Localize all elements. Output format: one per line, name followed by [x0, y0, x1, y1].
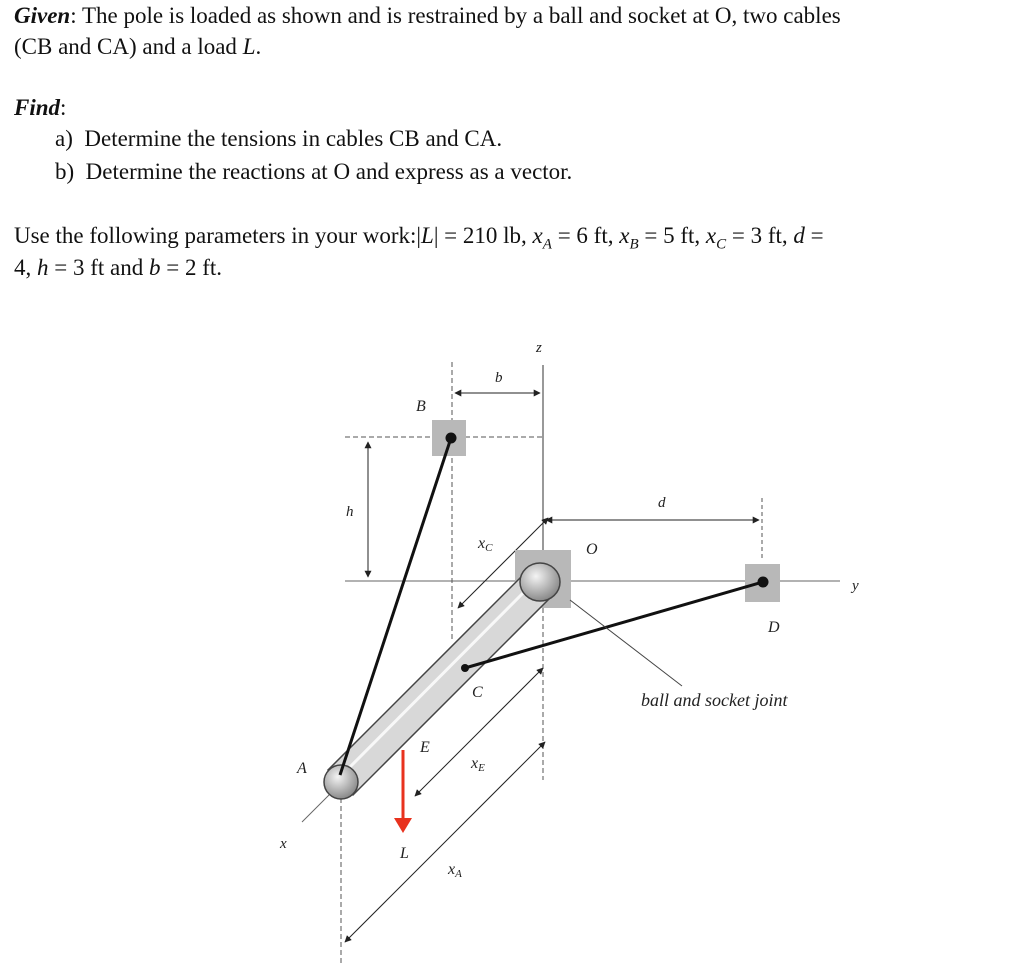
find-item-a-text: Determine the tensions in cables CB and CA. — [84, 126, 503, 151]
label-z: z — [536, 340, 542, 356]
label-xA: xA — [448, 861, 462, 880]
params-h-value: = 3 ft and — [48, 255, 149, 280]
pole-highlight — [340, 580, 536, 777]
params-xa-sub: A — [542, 236, 552, 253]
params-b-value: = 2 ft. — [160, 255, 223, 280]
label-O: O — [586, 541, 598, 558]
load-arrow-head — [394, 818, 412, 833]
label-ball-socket: ball and socket joint — [641, 690, 788, 710]
find-label: Find — [14, 95, 61, 120]
params-L-value: = 210 lb, — [438, 223, 533, 248]
label-x: x — [280, 836, 287, 852]
params-intro: Use the following parameters in your work: — [14, 223, 417, 248]
label-d: d — [658, 495, 666, 511]
find-colon: : — [60, 95, 67, 120]
params-xa: x — [532, 223, 543, 248]
label-xE: xE — [471, 755, 485, 774]
leader-ball-socket — [570, 600, 682, 686]
point-D — [758, 577, 769, 588]
point-C — [461, 664, 469, 672]
params-abs-open: | — [416, 223, 422, 248]
params-b: b — [148, 255, 161, 280]
params-xb: x — [619, 223, 630, 248]
point-B — [446, 433, 457, 444]
params-xc-sub: C — [716, 236, 727, 253]
params-xc: x — [705, 223, 717, 248]
find-item-b-text: Determine the reactions at O and express as a vector. — [85, 159, 573, 184]
params-xb-sub: B — [629, 236, 639, 253]
given-label: Given — [14, 3, 71, 28]
label-B: B — [416, 398, 426, 415]
find-item-a-marker: a) — [55, 126, 73, 151]
pole — [328, 568, 555, 795]
ball-O — [520, 563, 560, 601]
params-d: d — [793, 223, 805, 248]
label-E: E — [420, 739, 430, 756]
given-text-1: : The pole is loaded as shown and is restrained by a ball and socket at O, two cables — [70, 3, 841, 28]
params-d-value: 4, — [14, 255, 37, 280]
label-D: D — [768, 619, 780, 636]
given-text-2: (CB and CA) and a load — [14, 34, 243, 59]
label-y: y — [852, 578, 859, 594]
params-d-eq: = — [804, 223, 824, 248]
params-xb-value: = 5 ft, — [638, 223, 706, 248]
label-b: b — [495, 370, 503, 386]
params-L: L — [421, 223, 434, 248]
params-xa-value: = 6 ft, — [551, 223, 620, 248]
params-xc-value: = 3 ft, — [726, 223, 794, 248]
label-A: A — [297, 760, 307, 777]
label-h: h — [346, 504, 354, 520]
label-xC: xC — [478, 535, 493, 554]
params-h: h — [37, 255, 49, 280]
given-text-2-end: . — [255, 34, 262, 59]
label-C: C — [472, 684, 483, 701]
given-var-L: L — [242, 34, 256, 59]
params-abs-close: | — [433, 223, 439, 248]
label-L: L — [400, 845, 409, 862]
find-item-b-marker: b) — [55, 159, 75, 184]
